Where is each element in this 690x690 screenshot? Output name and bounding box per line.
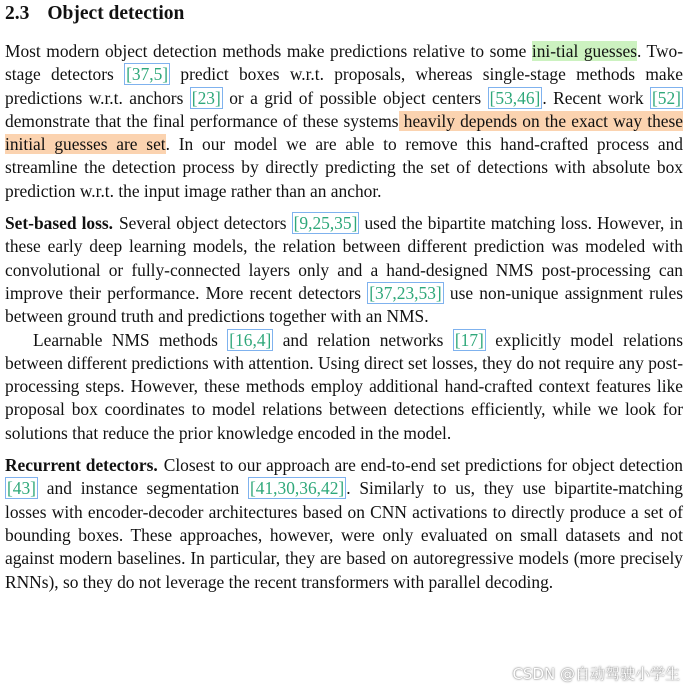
text-run: explicitly model relations between different predictions with attention. Using direct set losses, they do not require any post-processing steps. However, these methods employ additional hand-crafted context features like proposal box coordinates to model relations between detections efficiently, while we look for solutions that reduce the prior knowledge encoded in the model. [5,329,684,443]
highlight-green: ini-tial guesses [531,41,637,61]
paragraph-runin-heading: Set-based loss. [5,213,113,234]
text-run: predict boxes w.r.t. proposals, whereas single-stage methods make predictions w.r.t. anchors [5,64,683,108]
text-run: Several object detectors [118,213,292,234]
citation-link[interactable]: [37,5] [126,64,169,85]
paragraph-set-based-loss [5,212,683,328]
section-title: Object detection [47,3,185,24]
citation-link[interactable]: [37,23,53] [369,282,442,303]
text-run: and instance segmentation [37,478,248,499]
watermark: CSDN @自动驾驶小学生 [512,665,680,683]
paragraph-recurrent-detectors [5,454,683,594]
text-run: use non-unique assignment rules between ground truth and predictions together with an NMS. [5,282,683,327]
text-run: Closest to our approach are end-to-end set predictions for object detection [163,455,683,476]
text-run: or a grid of possible object centers [222,87,488,108]
citation-link[interactable]: [23] [191,87,221,108]
text-run: . Two-stage detectors [5,41,684,85]
section-number: 2.3 [5,3,30,24]
text-run: Most modern object detection methods make predictions relative to some [5,41,532,61]
section-heading [5,2,683,26]
text-run: and relation networks [273,329,453,350]
citation-link[interactable]: [52] [652,87,681,108]
text-run: demonstrate that the final performance of these systems [5,110,399,131]
text-run: . Similarly to us, they use bipartite-matching losses with encoder-decoder architectures based on CNN activations to directly produce a set of bounding boxes. These approaches, however, were only evaluated on small datasets and not against modern baselines. In particular, they are based on autoregressive models (more precisely RNNs), so they do not leverage the recent transformers with parallel decoding. [5,478,683,592]
highlight-orange: heavily depends on the exact way these initial guesses are set [5,110,683,155]
text-run: . In our model we are able to remove this hand-crafted process and streamline the detection process by directly predicting the set of detections with absolute box prediction w.r.t. the input image rather than an anchor. [5,134,683,201]
citation-link[interactable]: [41,30,36,42] [250,478,345,499]
paper-page [5,2,683,594]
text-run: Learnable NMS methods [33,329,228,350]
text-run: . Recent work [542,87,650,108]
paragraph-object-detection [5,40,683,203]
citation-link[interactable]: [16,4] [229,329,272,350]
citation-link[interactable]: [17] [454,329,484,350]
paragraph-learnable-nms [5,329,683,445]
text-run: used the bipartite matching loss. However, in these early deep learning models, the relation between different prediction was modeled with convolutional or fully-connected layers only and a hand-designed NMS post-processing can improve their performance. More recent detectors [5,213,683,303]
citation-link[interactable]: [9,25,35] [293,213,358,234]
citation-link[interactable]: [53,46] [489,87,541,108]
paragraph-runin-heading: Recurrent detectors. [5,455,158,476]
citation-link[interactable]: [43] [7,478,36,499]
